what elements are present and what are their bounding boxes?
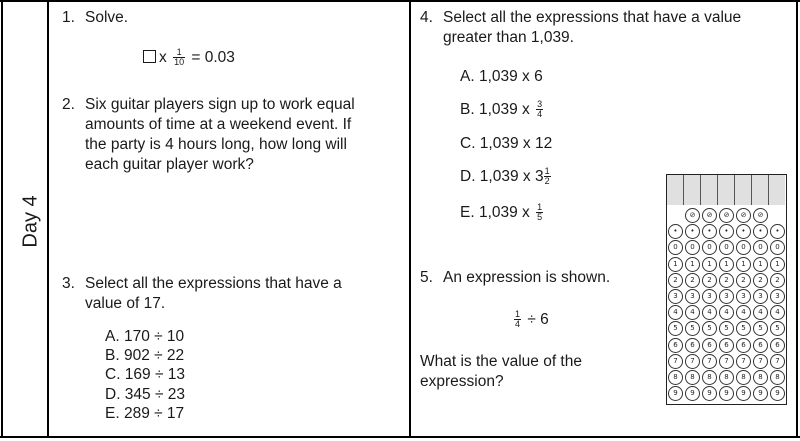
q4-option-c: C. 1,039 x 12 (460, 135, 553, 152)
q3-line-2: value of 17. (85, 295, 166, 312)
table-left-border (1, 0, 3, 438)
answer-entry-box[interactable] (701, 175, 718, 205)
digit-bubble-7[interactable]: 7 (668, 354, 683, 369)
digit-bubble-7[interactable]: 7 (770, 354, 785, 369)
digit-bubble-0[interactable]: 0 (736, 240, 751, 255)
decimal-point-bubble[interactable]: • (719, 224, 734, 239)
fraction-bar-bubble[interactable]: ⊘ (702, 208, 717, 223)
q2-line-1: Six guitar players sign up to work equal (85, 96, 355, 113)
digit-bubble-8[interactable]: 8 (685, 370, 700, 385)
decimal-point-bubble[interactable]: • (702, 224, 717, 239)
answer-entry-box[interactable] (735, 175, 752, 205)
digit-bubble-0[interactable]: 0 (685, 240, 700, 255)
digit-bubble-9[interactable]: 9 (719, 386, 734, 401)
q4-option-a: A. 1,039 x 6 (460, 68, 543, 85)
digit-bubble-1[interactable]: 1 (668, 257, 683, 272)
digit-bubble-1[interactable]: 1 (685, 257, 700, 272)
digit-bubble-2[interactable]: 2 (753, 273, 768, 288)
digit-bubble-0[interactable]: 0 (668, 240, 683, 255)
digit-bubble-4[interactable]: 4 (719, 305, 734, 320)
digit-bubble-6[interactable]: 6 (668, 338, 683, 353)
digit-bubble-3[interactable]: 3 (702, 289, 717, 304)
q2-line-3: the party is 4 hours long, how long will (85, 136, 347, 153)
q4-number: 4. (420, 9, 433, 26)
digit-bubble-9[interactable]: 9 (685, 386, 700, 401)
digit-bubble-5[interactable]: 5 (736, 321, 751, 336)
q2-line-2: amounts of time at a weekend event. If (85, 116, 352, 133)
digit-bubble-3[interactable]: 3 (736, 289, 751, 304)
answer-entry-box[interactable] (718, 175, 735, 205)
digit-bubble-9[interactable]: 9 (753, 386, 768, 401)
digit-bubble-2[interactable]: 2 (685, 273, 700, 288)
q4-b-fraction: $\frac{3}{4}$ (537, 99, 543, 120)
digit-bubble-8[interactable]: 8 (668, 370, 683, 385)
q5-number: 5. (420, 269, 433, 286)
answer-box (143, 50, 156, 63)
digit-bubble-9[interactable]: 9 (736, 386, 751, 401)
decimal-point-bubble[interactable]: • (753, 224, 768, 239)
digit-bubble-6[interactable]: 6 (736, 338, 751, 353)
digit-bubble-5[interactable]: 5 (685, 321, 700, 336)
digit-bubble-4[interactable]: 4 (685, 305, 700, 320)
fraction-bar-bubble[interactable]: ⊘ (685, 208, 700, 223)
digit-bubble-1[interactable]: 1 (719, 257, 734, 272)
digit-bubble-8[interactable]: 8 (736, 370, 751, 385)
digit-bubble-2[interactable]: 2 (719, 273, 734, 288)
decimal-point-bubble[interactable]: • (736, 224, 751, 239)
digit-bubble-8[interactable]: 8 (753, 370, 768, 385)
digit-bubble-2[interactable]: 2 (736, 273, 751, 288)
digit-bubble-6[interactable]: 6 (719, 338, 734, 353)
digit-bubble-8[interactable]: 8 (770, 370, 785, 385)
digit-bubble-1[interactable]: 1 (753, 257, 768, 272)
q4-option-b: B. 1,039 x $\frac{3}{4}$ (460, 99, 543, 120)
digit-bubble-8[interactable]: 8 (719, 370, 734, 385)
digit-bubble-9[interactable]: 9 (668, 386, 683, 401)
q5-line-2: expression? (420, 373, 504, 390)
q5-fraction: $\frac{1}{4}$ (515, 309, 521, 330)
q3-option-b: B. 902 ÷ 22 (105, 347, 185, 364)
q4-option-e: E. 1,039 x $\frac{1}{5}$ (460, 202, 543, 223)
digit-bubble-3[interactable]: 3 (685, 289, 700, 304)
fraction-bar-bubble[interactable]: ⊘ (736, 208, 751, 223)
q1-text: Solve. (85, 9, 129, 26)
digit-bubble-4[interactable]: 4 (668, 305, 683, 320)
digit-bubble-5[interactable]: 5 (719, 321, 734, 336)
day-column-divider (47, 0, 49, 438)
q1-number: 1. (62, 9, 75, 26)
digit-bubble-3[interactable]: 3 (770, 289, 785, 304)
fraction-bar-bubble[interactable]: ⊘ (719, 208, 734, 223)
digit-bubble-0[interactable]: 0 (702, 240, 717, 255)
digit-bubble-3[interactable]: 3 (719, 289, 734, 304)
digit-bubble-2[interactable]: 2 (770, 273, 785, 288)
digit-bubble-7[interactable]: 7 (685, 354, 700, 369)
digit-bubble-4[interactable]: 4 (736, 305, 751, 320)
digit-bubble-5[interactable]: 5 (702, 321, 717, 336)
q3-option-a: A. 170 ÷ 10 (105, 328, 185, 345)
q4-option-d: D. 1,039 x 3 $\frac{1}{2}$ (460, 166, 550, 187)
answer-entry-box[interactable] (769, 175, 785, 205)
digit-bubble-5[interactable]: 5 (770, 321, 785, 336)
q3-option-d: D. 345 ÷ 23 (105, 386, 186, 403)
q4-line-1: Select all the expressions that have a value (443, 9, 742, 26)
q5-line-1: What is the value of the (420, 353, 582, 370)
digit-bubble-9[interactable]: 9 (770, 386, 785, 401)
day-label: Day 4 (19, 195, 42, 248)
q2-line-4: each guitar player work? (85, 156, 254, 173)
digit-bubble-6[interactable]: 6 (770, 338, 785, 353)
digit-bubble-5[interactable]: 5 (668, 321, 683, 336)
digit-bubble-4[interactable]: 4 (702, 305, 717, 320)
digit-bubble-1[interactable]: 1 (736, 257, 751, 272)
table-bottom-border (0, 436, 800, 438)
q1-fraction: $\frac{1}{10}$ (174, 47, 185, 68)
q3-option-e: E. 289 ÷ 17 (105, 405, 185, 422)
digit-bubble-0[interactable]: 0 (770, 240, 785, 255)
digit-bubble-8[interactable]: 8 (702, 370, 717, 385)
digit-bubble-5[interactable]: 5 (753, 321, 768, 336)
q5-text: An expression is shown. (443, 269, 611, 286)
digit-bubble-9[interactable]: 9 (702, 386, 717, 401)
digit-bubble-1[interactable]: 1 (770, 257, 785, 272)
decimal-point-bubble[interactable]: • (770, 224, 785, 239)
table-top-border (0, 0, 800, 2)
digit-bubble-7[interactable]: 7 (719, 354, 734, 369)
q1-equation: x $\frac{1}{10}$ = 0.03 (143, 48, 235, 68)
digit-bubble-7[interactable]: 7 (736, 354, 751, 369)
answer-entry-box[interactable] (667, 175, 684, 205)
q3-number: 3. (62, 275, 75, 292)
answer-bubble-grid[interactable] (666, 174, 787, 405)
q3-line-1: Select all the expressions that have a (85, 275, 342, 292)
digit-bubble-4[interactable]: 4 (753, 305, 768, 320)
answer-entry-box[interactable] (752, 175, 769, 205)
answer-entry-box[interactable] (684, 175, 701, 205)
decimal-point-bubble[interactable]: • (685, 224, 700, 239)
fraction-bar-bubble[interactable]: ⊘ (753, 208, 768, 223)
q5-expression: $\frac{1}{4}$ ÷ 6 (515, 309, 549, 330)
q4-line-2: greater than 1,039. (443, 29, 574, 46)
q4-d-fraction: $\frac{1}{2}$ (544, 166, 550, 187)
decimal-point-bubble[interactable]: • (668, 224, 683, 239)
table-right-border (796, 0, 798, 438)
digit-bubble-7[interactable]: 7 (702, 354, 717, 369)
center-divider (409, 0, 411, 438)
digit-bubble-6[interactable]: 6 (685, 338, 700, 353)
q3-option-c: C. 169 ÷ 13 (105, 366, 186, 383)
digit-bubble-7[interactable]: 7 (753, 354, 768, 369)
digit-bubble-1[interactable]: 1 (702, 257, 717, 272)
digit-bubble-2[interactable]: 2 (668, 273, 683, 288)
digit-bubble-4[interactable]: 4 (770, 305, 785, 320)
digit-bubble-3[interactable]: 3 (753, 289, 768, 304)
digit-bubble-2[interactable]: 2 (702, 273, 717, 288)
digit-bubble-0[interactable]: 0 (719, 240, 734, 255)
q2-number: 2. (62, 96, 75, 113)
digit-bubble-3[interactable]: 3 (668, 289, 683, 304)
digit-bubble-0[interactable]: 0 (753, 240, 768, 255)
digit-bubble-6[interactable]: 6 (702, 338, 717, 353)
q4-e-fraction: $\frac{1}{5}$ (537, 202, 543, 223)
digit-bubble-6[interactable]: 6 (753, 338, 768, 353)
